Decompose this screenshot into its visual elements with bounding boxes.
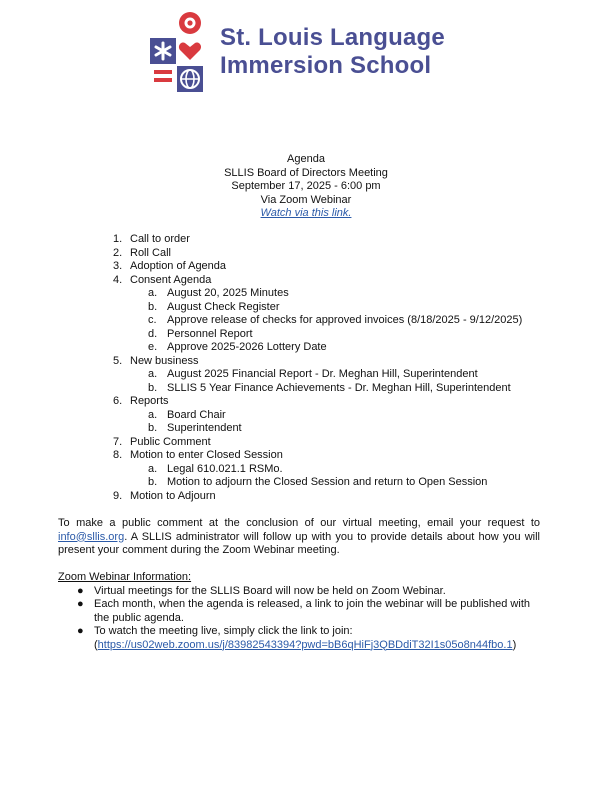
- agenda-item-number: 9.: [113, 489, 123, 502]
- agenda-subitem-letter: c.: [148, 314, 157, 326]
- agenda-subitem-letter: d.: [148, 327, 158, 340]
- agenda-subitem-text: August Check Register: [167, 300, 280, 313]
- agenda-subitem: [113, 476, 573, 490]
- watch-link[interactable]: Watch via this link.: [260, 207, 352, 219]
- agenda-item-number: 3.: [113, 260, 123, 272]
- public-comment-text-after: . A SLLIS administrator will follow up with you to provide details about how you will present your comment during the Zoom Webinar meeting.: [58, 530, 540, 556]
- link-close-paren: ): [512, 638, 517, 651]
- school-name: [220, 24, 445, 80]
- logo-mark-icon: [148, 10, 206, 94]
- zoom-info: [58, 571, 548, 652]
- agenda-subitem: [113, 314, 573, 328]
- agenda-subitem: [113, 368, 573, 382]
- agenda-subitem-text: Approve 2025-2026 Lottery Date: [167, 341, 327, 353]
- agenda-item: [113, 274, 573, 288]
- zoom-info-heading: Zoom Webinar Information:: [58, 571, 192, 583]
- agenda-item-number: 2.: [113, 246, 123, 259]
- agenda-item-text: Adoption of Agenda: [130, 260, 227, 272]
- agenda-item-text: Reports: [130, 395, 169, 407]
- zoom-bullet-item: [58, 625, 548, 652]
- agenda-item-number: 8.: [113, 449, 123, 461]
- agenda-subitem-text: Approve release of checks for approved invoices (8/18/2025 - 9/12/2025): [167, 314, 523, 326]
- bullet-icon: ●: [77, 625, 84, 637]
- agenda-subitem-text: Motion to adjourn the Closed Session and return to Open Session: [167, 476, 488, 488]
- agenda-subitem: [113, 422, 573, 436]
- zoom-join-link[interactable]: https://us02web.zoom.us/j/83982543394?pwd=bB6qHiFj3QBDdiT32I1s05o8n44fbo.1: [97, 638, 513, 651]
- public-comment-text-before: To make a public comment at the conclusion of our virtual meeting, email your request to: [58, 517, 540, 529]
- zoom-bullet-item: [58, 598, 548, 625]
- agenda-subitem: [113, 382, 573, 396]
- agenda-item-text: Call to order: [130, 233, 190, 245]
- agenda-subitem-text: Board Chair: [167, 408, 226, 421]
- agenda-subitem-letter: a.: [148, 408, 158, 421]
- agenda-subitem-letter: b.: [148, 476, 158, 488]
- meeting-name: SLLIS Board of Directors Meeting: [224, 166, 388, 179]
- agenda-item-number: 5.: [113, 354, 123, 367]
- bullet-icon: ●: [77, 584, 84, 597]
- agenda-subitem-letter: a.: [148, 287, 158, 299]
- zoom-bullet-text: Virtual meetings for the SLLIS Board will now be held on Zoom Webinar.: [94, 584, 446, 597]
- agenda-item-text: New business: [130, 354, 199, 367]
- agenda-item: [113, 449, 573, 463]
- agenda-subitem-letter: b.: [148, 422, 158, 434]
- email-link[interactable]: info@sllis.org: [58, 530, 125, 543]
- agenda-subitem-letter: e.: [148, 341, 158, 353]
- meeting-date: September 17, 2025 - 6:00 pm: [231, 180, 381, 192]
- agenda-subitem: [113, 301, 573, 315]
- meeting-venue: Via Zoom Webinar: [260, 193, 352, 206]
- agenda-subitem-letter: b.: [148, 300, 158, 313]
- agenda-subitem-letter: b.: [148, 381, 158, 394]
- zoom-bullet-text: Each month, when the agenda is released, a link to join the webinar will be published with the public agenda.: [94, 598, 530, 624]
- agenda-subitem-letter: a.: [148, 368, 158, 380]
- link-open-paren: (: [94, 638, 98, 651]
- agenda-item-number: 7.: [113, 435, 123, 448]
- agenda-item-text: Consent Agenda: [130, 273, 212, 286]
- agenda-item-text: Motion to enter Closed Session: [130, 449, 283, 461]
- agenda-item: [113, 233, 573, 247]
- agenda-item-text: Motion to Adjourn: [130, 489, 216, 502]
- school-logo: [148, 10, 445, 94]
- agenda-item-number: 6.: [113, 395, 123, 407]
- school-name-line2: Immersion School: [220, 52, 432, 79]
- agenda-subitem: [113, 463, 573, 477]
- school-name-line1: St. Louis Language: [220, 24, 445, 51]
- agenda-subitem-text: Superintendent: [167, 422, 242, 434]
- zoom-bullet-text: To watch the meeting live, simply click the link to join:: [94, 625, 353, 637]
- agenda-list: [113, 233, 573, 503]
- agenda-subitem-text: Legal 610.021.1 RSMo.: [167, 462, 283, 475]
- public-comment-paragraph: [58, 517, 540, 558]
- agenda-subitem: [113, 409, 573, 423]
- agenda-item: [113, 436, 573, 450]
- agenda-item-text: Roll Call: [130, 246, 171, 259]
- agenda-subitem-text: SLLIS 5 Year Finance Achievements - Dr. Meghan Hill, Superintendent: [167, 381, 511, 394]
- agenda-item-number: 4.: [113, 273, 123, 286]
- zoom-bullet-item: [58, 585, 548, 599]
- agenda-item-text: Public Comment: [130, 435, 211, 448]
- agenda-title: Agenda: [287, 153, 325, 165]
- agenda-item: [113, 395, 573, 409]
- agenda-subitem-text: August 2025 Financial Report - Dr. Meghan Hill, Superintendent: [167, 368, 478, 380]
- agenda-item: [113, 355, 573, 369]
- agenda-subitem-text: August 20, 2025 Minutes: [167, 287, 289, 299]
- bullet-icon: ●: [77, 598, 84, 610]
- agenda-item: [113, 490, 573, 504]
- agenda-item-number: 1.: [113, 233, 123, 245]
- agenda-subitem-letter: a.: [148, 462, 158, 475]
- agenda-header: [0, 153, 612, 221]
- agenda-subitem: [113, 341, 573, 355]
- agenda-item: [113, 247, 573, 261]
- agenda-subitem-text: Personnel Report: [167, 327, 253, 340]
- agenda-subitem: [113, 287, 573, 301]
- agenda-subitem: [113, 328, 573, 342]
- agenda-item: [113, 260, 573, 274]
